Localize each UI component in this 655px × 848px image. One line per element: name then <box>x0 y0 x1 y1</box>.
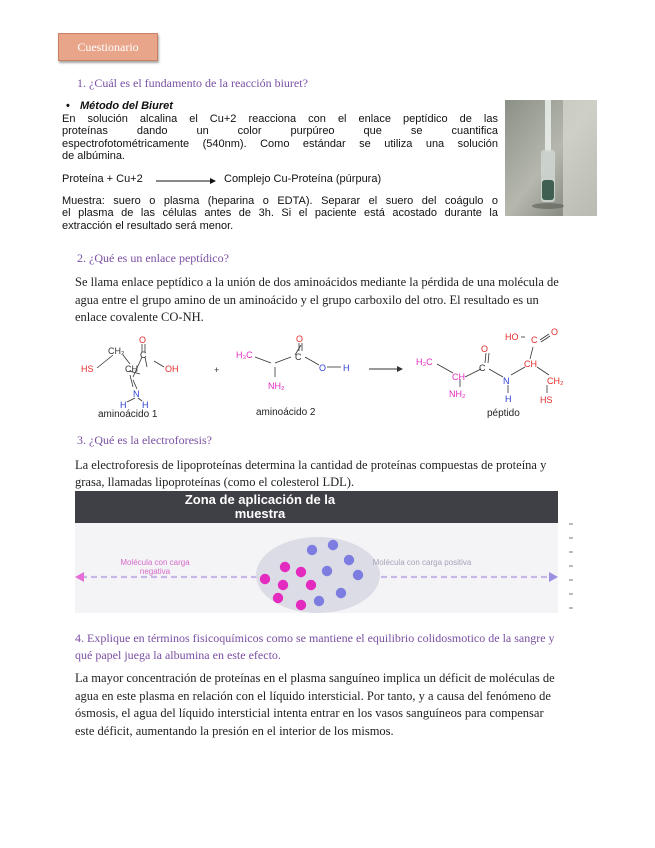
ruler-ticks <box>567 520 575 616</box>
question-2-answer: Se llama enlace peptídico a la unión de dos aminoácidos mediante la pérdida de una molécula de agua entre el grupo amino de un aminoácido y el grupo carboxilo del otro. El resultado es un enlace covalente CO-NH. <box>75 275 559 324</box>
atom-label: O <box>551 327 559 337</box>
plus-sign: + <box>214 365 220 375</box>
reaction-arrow-icon <box>369 366 403 372</box>
aminoacid-1-label: aminoácido 1 <box>98 409 158 420</box>
atom-label: H <box>505 394 512 404</box>
atom-label: H₃C <box>236 350 253 360</box>
method-title: • Método del Biuret <box>80 100 498 113</box>
positive-charge-label: Molécula con carga positiva <box>372 558 472 567</box>
atom-label: N <box>133 389 140 399</box>
method-text-line: de albúmina. <box>62 150 125 162</box>
atom-label: HS <box>81 364 94 374</box>
atom-label: NH₂ <box>449 389 466 399</box>
atom-label: H₃C <box>416 357 433 367</box>
atom-label: C <box>531 335 538 345</box>
atom-label: H <box>343 363 350 373</box>
atom-label: O <box>139 335 147 345</box>
atom-label: NH₂ <box>268 381 285 391</box>
question-4-answer: La mayor concentración de proteínas en el plasma sanguíneo implica un déficit de moléculas de agua en este plasma en relación con el líquido intersticial. Por tanto, y a causa del fenómeno de ósmosis, el agua del líquido intersticial intenta entrar en los vasos sanguíneos para compensar este déficit, aumentando la presión en el interior de los mismos. <box>75 671 555 738</box>
atom-label: OH <box>165 364 179 374</box>
question-3-answer-line: grasa, llamadas lipoproteínas (como el colesterol LDL). <box>75 475 355 489</box>
biuret-method-block <box>62 100 498 232</box>
atom-label: CH₂ <box>547 376 564 386</box>
atom-label: C <box>479 363 486 373</box>
negative-charge-label: Molécula con carga negativa <box>120 558 190 576</box>
question-3-answer-line: La electroforesis de lipoproteínas determina la cantidad de proteínas compuestas de proteína y <box>75 458 547 472</box>
aminoacid-2-label: aminoácido 2 <box>256 407 316 418</box>
reaction-product: Complejo Cu-Proteína (púrpura) <box>224 172 382 185</box>
atom-label: H <box>142 400 149 410</box>
question-2-title: 2. ¿Qué es un enlace peptídico? <box>77 251 229 265</box>
section-badge: Cuestionario <box>58 33 158 61</box>
biuret-tube-photo <box>505 100 597 216</box>
reaction-reactants: Proteína + Cu+2 <box>62 172 143 185</box>
method-text-line: proteínas dando un color purpúreo que se cuantifica <box>62 125 498 137</box>
sample-text-line: extracción el resultado será menor. <box>62 219 234 232</box>
atom-label: N <box>503 376 510 386</box>
sample-text-line: Muestra: suero o plasma (heparina o EDTA). Separar el suero del coágulo o <box>62 194 498 207</box>
reaction-equation <box>62 173 498 187</box>
peptide-bond-figure <box>75 327 595 420</box>
peptide-label: péptido <box>487 408 520 419</box>
atom-label: C <box>295 352 302 362</box>
atom-label: HO <box>505 332 519 342</box>
atom-label: O <box>296 334 304 344</box>
atom-label: CH <box>125 364 138 374</box>
atom-label: C <box>140 350 147 360</box>
method-text-line: En solución alcalina el Cu+2 reacciona con el enlace peptídico de las <box>62 112 498 125</box>
atom-label: CH <box>524 359 537 369</box>
atom-label: CH <box>452 372 465 382</box>
method-text-line: espectrofotométricamente (540nm). Como estándar se utiliza una solución <box>62 137 498 150</box>
atom-label: O <box>481 344 489 354</box>
question-1-title: 1. ¿Cuál es el fundamento de la reacción biuret? <box>77 76 308 90</box>
atom-label: H <box>120 400 127 410</box>
question-3-title: 3. ¿Qué es la electroforesis? <box>77 433 212 447</box>
atom-label: HS <box>540 395 553 405</box>
sample-zone-label: Zona de aplicación de la muestra <box>184 492 336 521</box>
atom-label: CH₂ <box>108 346 125 356</box>
reaction-arrow-icon <box>156 177 216 185</box>
question-4-title: 4. Explique en términos fisicoquímicos como se mantiene el equilibrio colidosmotico de la sangre y qué papel juega la albumina en este efecto. <box>75 631 555 662</box>
atom-label: O <box>319 363 327 373</box>
sample-text-line: el plasma de las células antes de 3h. Si el paciente está acostado durante la <box>62 207 498 219</box>
